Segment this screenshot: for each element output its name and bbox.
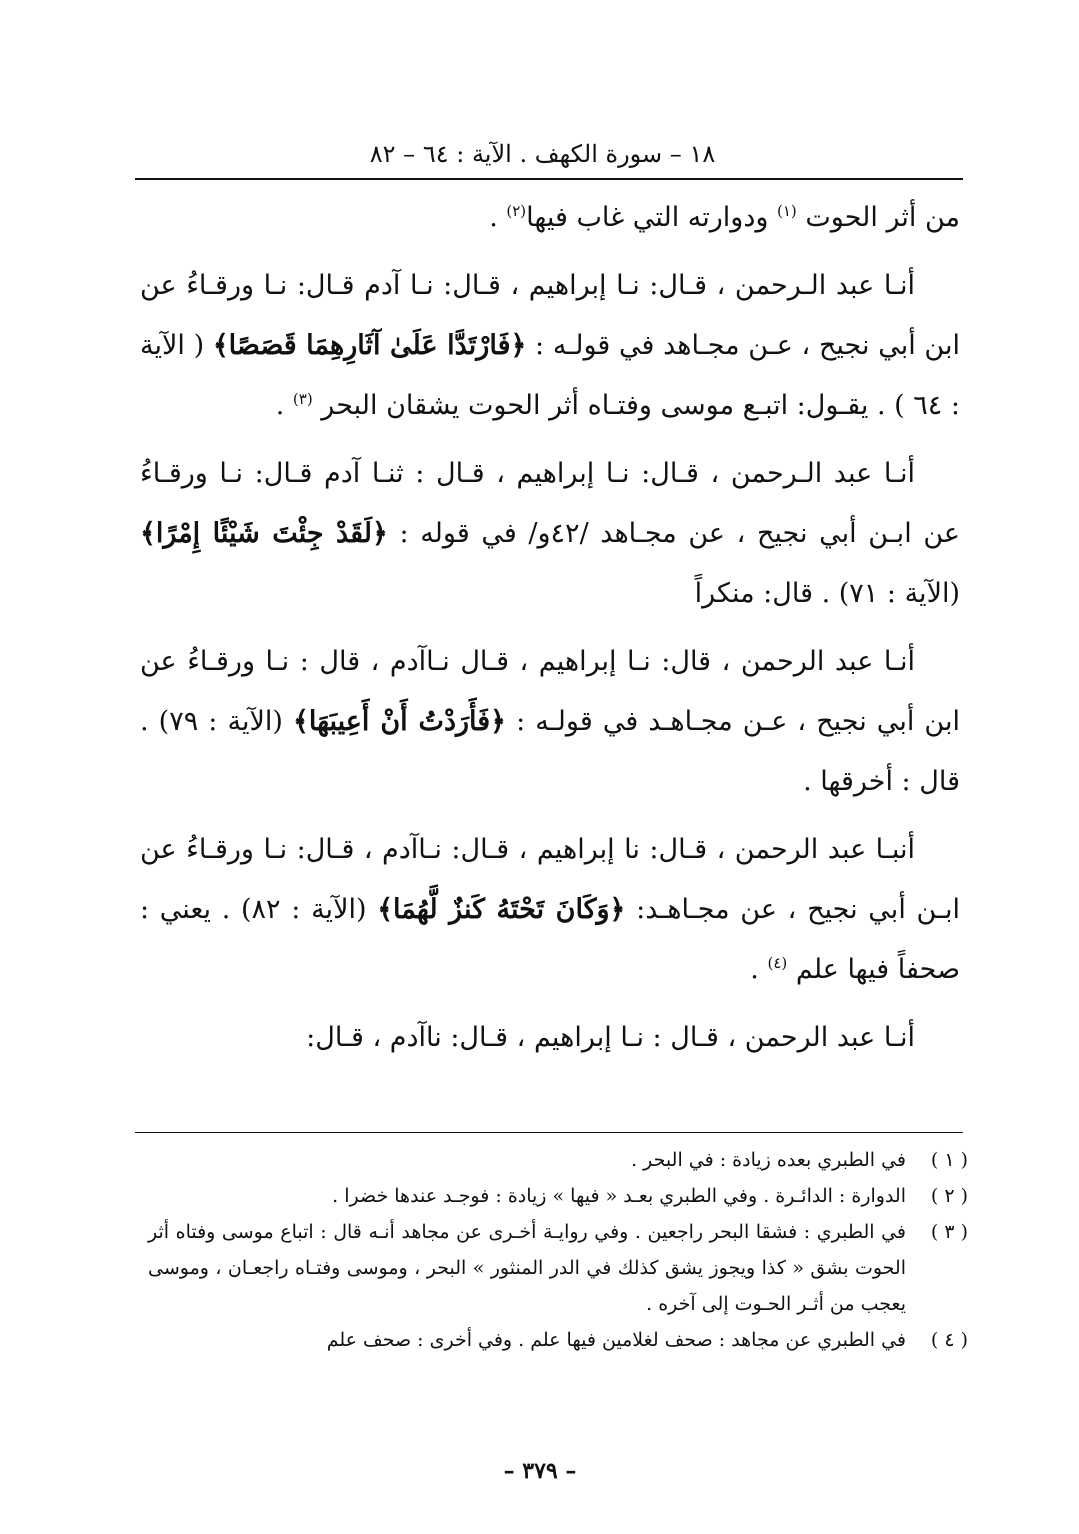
footnote-text: الدوارة : الدائـرة . وفي الطبري بعـد « فيها » زيادة : فوجـد عندها خضرا . xyxy=(332,1185,906,1207)
quran-verse-82: ﴿وَكَانَ تَحْتَهُ كَنزٌ لَّهُمَا﴾ xyxy=(377,894,626,925)
footnote-ref-3: (٣) xyxy=(292,390,313,408)
main-text xyxy=(140,188,960,1076)
paragraph-6-text: أنـا عبد الرحمن ، قـال : نـا إبراهيم ، قـال: ناآدم ، قـال: xyxy=(306,1022,915,1053)
footnote-text: في الطبري بعده زيادة : في البحر . xyxy=(631,1149,906,1171)
paragraph-5-text: أنبـا عبد الرحمن ، قـال: نا إبراهيم ، قـال: نـاآدم ، قـال: نـا ورقـاءُ عن ابـن أبي نجيح ، عن مجـاهـد: xyxy=(140,834,961,925)
paragraph-1-text-2: ودوارته التي غاب فيها xyxy=(526,202,769,233)
paragraph-1-end: . xyxy=(489,202,498,233)
quran-verse-71: ﴿لَقَدْ جِئْتَ شَيْئًا إِمْرًا﴾ xyxy=(140,518,388,549)
footnotes xyxy=(148,1142,968,1358)
paragraph-1-text: من أثر الحوت xyxy=(805,202,960,233)
footnote-number: ( ٢ ) xyxy=(930,1185,968,1207)
footnote-2 xyxy=(148,1178,968,1214)
footnote-4 xyxy=(148,1322,968,1358)
paragraph-4-text: أنـا عبد الرحمن ، قال: نـا إبراهيم ، قـال نـاآدم ، قال : نـا ورقـاءُ عن ابن أبي نجيح ، عـن مجـاهـد في قولـه : xyxy=(140,646,960,737)
quran-verse-64: ﴿فَارْتَدَّا عَلَىٰ آثَارِهِمَا قَصَصًا﴾ xyxy=(212,330,527,361)
paragraph-4 xyxy=(140,632,960,812)
footnote-text: في الطبري : فشقا البحر راجعين . وفي روايـة أخـرى عن مجاهد أنـه قال : اتباع موسى وفتاه أثر الحوت بشق « كذا ويجوز يشق كذلك في الدر المنثور » البحر ، وموسى وفتـاه راجعـان ، وموسى يعجب من أثـر الحـوت إلى آخره . xyxy=(148,1221,906,1315)
paragraph-3-text: أنـا عبد الـرحمن ، قـال: نـا إبراهيم ، قـال : ثنـا آدم قـال: نـا ورقـاءُ عن ابـن أبي نجيح ، عن مجـاهد /٤٢و/ في قوله : xyxy=(140,458,960,549)
footnote-text: في الطبري عن مجاهد : صحف لغلامين فيها علم . وفي أخرى : صحف علم xyxy=(326,1329,906,1351)
footnote-ref-2: (٢) xyxy=(506,202,527,220)
footnote-number: ( ٤ ) xyxy=(930,1329,968,1351)
page-number: – ٣٧٩ – xyxy=(503,1458,577,1484)
paragraph-2-end: . xyxy=(275,390,285,421)
paragraph-2 xyxy=(140,256,960,436)
footnote-1 xyxy=(148,1142,968,1178)
paragraph-2-text-2: ( الآية : ٦٤ ) . يقـول: اتبـع موسى وفتـاه أثر الحوت يشقان البحر xyxy=(140,330,960,421)
paragraph-1 xyxy=(140,188,960,248)
paragraph-5 xyxy=(140,820,960,1000)
paragraph-5-end: . xyxy=(750,954,759,985)
paragraph-5-text-2: (الآية : ٨٢) . يعني : صحفاً فيها علم xyxy=(140,894,960,985)
footnote-rule xyxy=(135,1132,963,1133)
paragraph-6 xyxy=(140,1008,960,1068)
footnote-ref-1: (١) xyxy=(777,202,797,220)
footnote-ref-4: (٤) xyxy=(767,954,788,972)
paragraph-4-text-2: (الآية : ٧٩) . قال : أخرقها . xyxy=(140,706,960,797)
paragraph-3-text-2: (الآية : ٧١) . قال: منكراً xyxy=(694,578,960,609)
paragraph-3 xyxy=(140,444,960,624)
footnote-number: ( ١ ) xyxy=(930,1149,968,1171)
running-header: ١٨ – سورة الكهف . الآية : ٦٤ – ٨٢ xyxy=(369,140,716,168)
footnote-3 xyxy=(148,1214,968,1322)
header-rule xyxy=(135,178,963,180)
footnote-number: ( ٣ ) xyxy=(930,1221,968,1243)
paragraph-2-text: أنـا عبد الـرحمن ، قـال: نـا إبراهيم ، قـال: نـا آدم قـال: نـا ورقـاءُ عن ابن أبي نجيح ، عـن مجـاهد في قولـه : xyxy=(140,270,960,361)
quran-verse-79: ﴿فَأَرَدْتُ أَنْ أَعِيبَهَا﴾ xyxy=(293,706,506,737)
